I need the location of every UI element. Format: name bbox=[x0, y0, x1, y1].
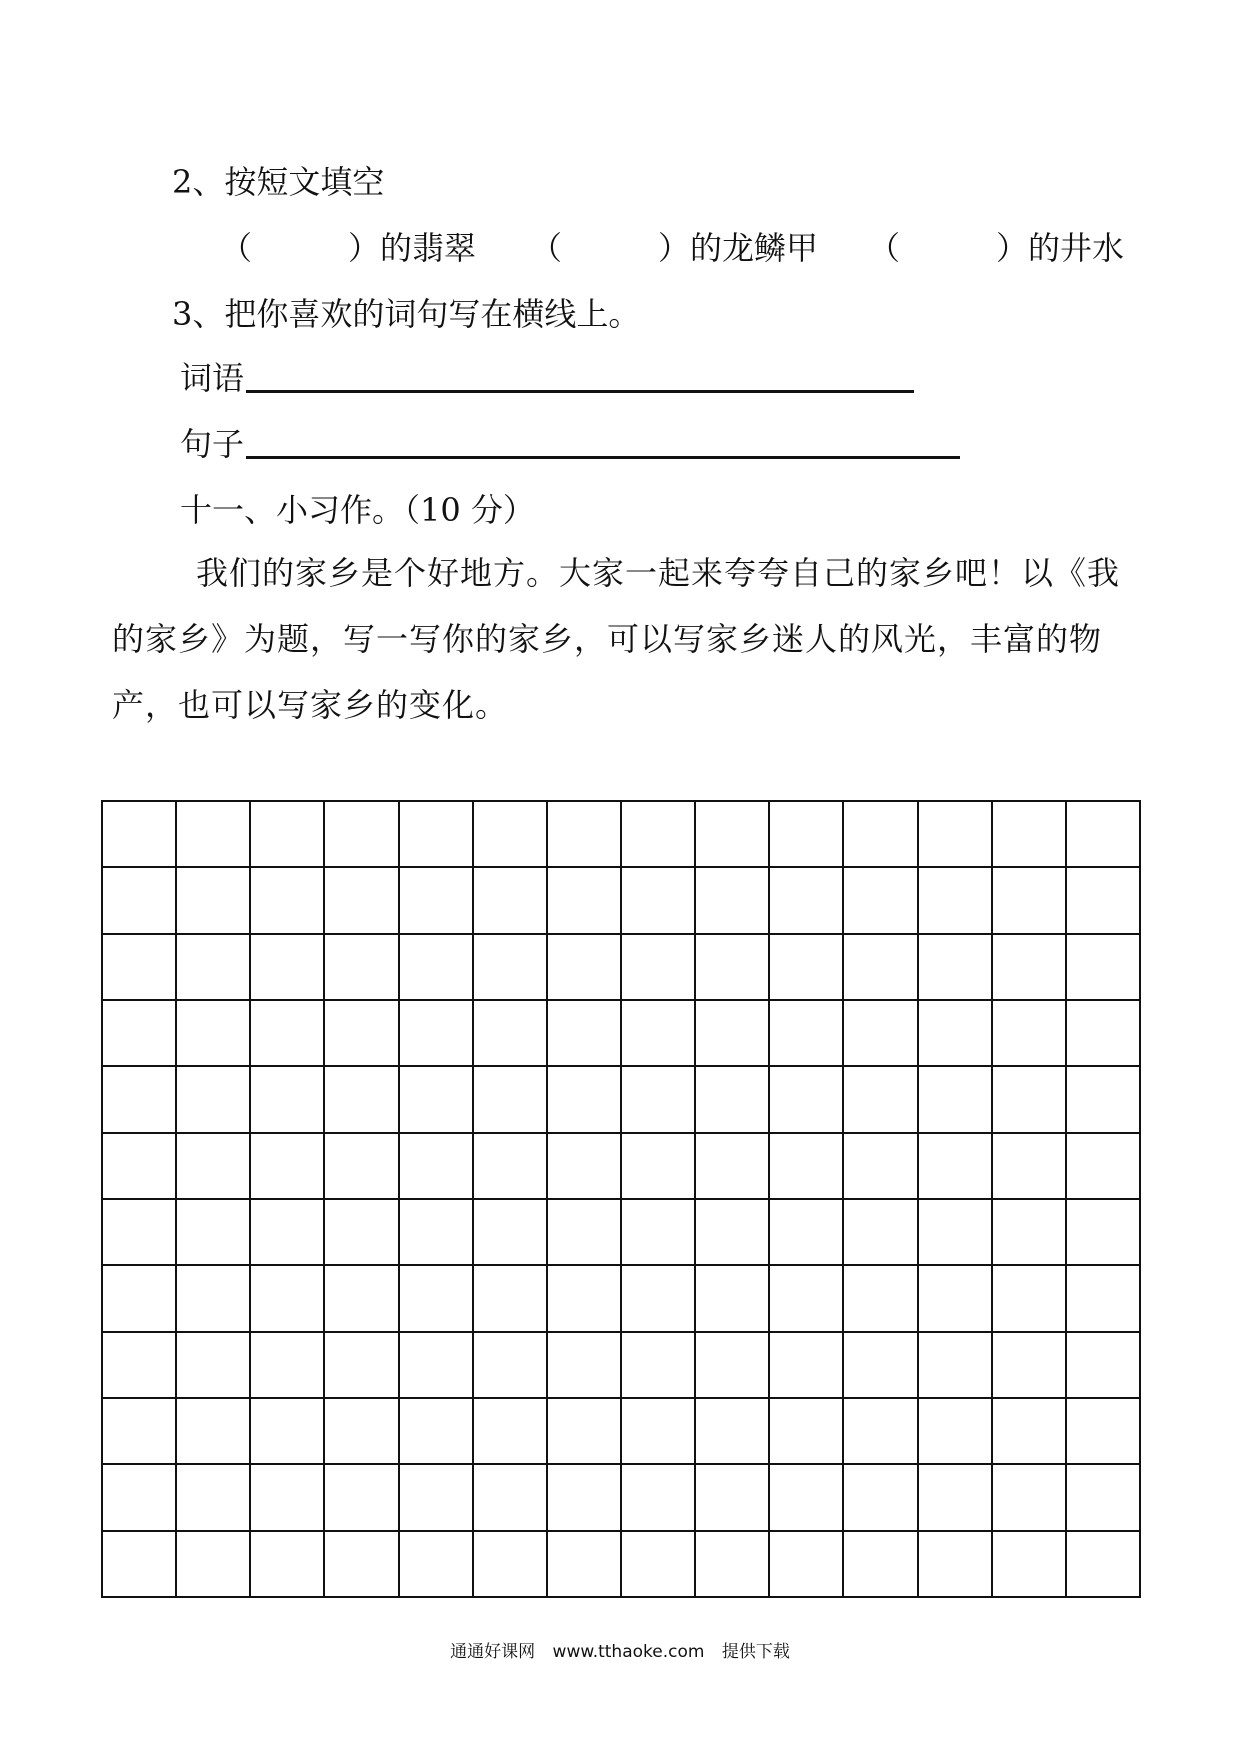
grid-cell[interactable] bbox=[399, 1265, 473, 1331]
grid-cell[interactable] bbox=[918, 867, 992, 933]
grid-cell[interactable] bbox=[102, 801, 176, 867]
grid-cell[interactable] bbox=[102, 1000, 176, 1066]
grid-cell[interactable] bbox=[547, 1464, 621, 1530]
footer-url[interactable]: www.tthaoke.com bbox=[552, 1642, 705, 1662]
grid-cell[interactable] bbox=[992, 934, 1066, 1000]
grid-cell[interactable] bbox=[324, 1531, 398, 1597]
grid-cell[interactable] bbox=[1066, 1332, 1140, 1398]
question-3-title: 3、把你喜欢的词句写在横线上。 bbox=[172, 295, 641, 333]
fill-blank-item-3 bbox=[868, 228, 1124, 268]
grid-cell[interactable] bbox=[102, 1199, 176, 1265]
grid-cell[interactable] bbox=[918, 1265, 992, 1331]
grid-cell[interactable] bbox=[176, 934, 250, 1000]
open-paren: （ bbox=[220, 229, 253, 267]
grid-cell[interactable] bbox=[176, 1464, 250, 1530]
grid-cell[interactable] bbox=[843, 867, 917, 933]
grid-cell[interactable] bbox=[918, 1000, 992, 1066]
grid-cell[interactable] bbox=[250, 867, 324, 933]
grid-cell[interactable] bbox=[843, 1265, 917, 1331]
grid-cell[interactable] bbox=[918, 1398, 992, 1464]
grid-row bbox=[102, 1332, 1140, 1398]
grid-cell[interactable] bbox=[176, 1531, 250, 1597]
grid-cell[interactable] bbox=[918, 1332, 992, 1398]
grid-cell[interactable] bbox=[176, 1000, 250, 1066]
grid-cell[interactable] bbox=[621, 1133, 695, 1199]
grid-cell[interactable] bbox=[769, 1332, 843, 1398]
blank-suffix: 的井水 bbox=[1028, 229, 1125, 267]
grid-cell[interactable] bbox=[918, 1531, 992, 1597]
grid-cell[interactable] bbox=[102, 1398, 176, 1464]
grid-cell[interactable] bbox=[621, 1000, 695, 1066]
grid-cell[interactable] bbox=[399, 1332, 473, 1398]
grid-cell[interactable] bbox=[399, 1199, 473, 1265]
grid-cell[interactable] bbox=[621, 801, 695, 867]
grid-cell[interactable] bbox=[769, 1066, 843, 1132]
grid-cell[interactable] bbox=[843, 1398, 917, 1464]
grid-cell[interactable] bbox=[176, 1265, 250, 1331]
grid-row bbox=[102, 1398, 1140, 1464]
grid-cell[interactable] bbox=[1066, 934, 1140, 1000]
grid-cell[interactable] bbox=[250, 1398, 324, 1464]
grid-cell[interactable] bbox=[621, 1398, 695, 1464]
grid-cell[interactable] bbox=[473, 1531, 547, 1597]
grid-cell[interactable] bbox=[250, 934, 324, 1000]
grid-cell[interactable] bbox=[918, 1133, 992, 1199]
grid-cell[interactable] bbox=[992, 1265, 1066, 1331]
grid-cell[interactable] bbox=[992, 1133, 1066, 1199]
grid-cell[interactable] bbox=[324, 1199, 398, 1265]
grid-cell[interactable] bbox=[547, 1398, 621, 1464]
grid-cell[interactable] bbox=[621, 934, 695, 1000]
word-label: 词语 bbox=[180, 359, 245, 397]
open-paren: （ bbox=[530, 229, 563, 267]
footer-site-name: 通通好课网 bbox=[450, 1642, 536, 1662]
grid-cell[interactable] bbox=[621, 1265, 695, 1331]
grid-cell[interactable] bbox=[992, 1531, 1066, 1597]
grid-row bbox=[102, 1464, 1140, 1530]
grid-cell[interactable] bbox=[547, 1531, 621, 1597]
grid-cell[interactable] bbox=[473, 934, 547, 1000]
grid-cell[interactable] bbox=[102, 1464, 176, 1530]
grid-cell[interactable] bbox=[1066, 1398, 1140, 1464]
grid-cell[interactable] bbox=[473, 1265, 547, 1331]
grid-cell[interactable] bbox=[547, 1000, 621, 1066]
grid-cell[interactable] bbox=[250, 1464, 324, 1530]
blank-suffix: 的翡翠 bbox=[380, 229, 477, 267]
grid-cell[interactable] bbox=[695, 1464, 769, 1530]
grid-cell[interactable] bbox=[843, 1133, 917, 1199]
grid-cell[interactable] bbox=[769, 1398, 843, 1464]
grid-cell[interactable] bbox=[918, 1066, 992, 1132]
grid-row bbox=[102, 1265, 1140, 1331]
grid-cell[interactable] bbox=[843, 1332, 917, 1398]
grid-cell[interactable] bbox=[843, 934, 917, 1000]
grid-row bbox=[102, 1066, 1140, 1132]
grid-cell[interactable] bbox=[621, 1199, 695, 1265]
grid-cell[interactable] bbox=[176, 801, 250, 867]
grid-cell[interactable] bbox=[695, 1265, 769, 1331]
grid-cell[interactable] bbox=[769, 1000, 843, 1066]
grid-cell[interactable] bbox=[324, 1133, 398, 1199]
grid-cell[interactable] bbox=[473, 1066, 547, 1132]
grid-cell[interactable] bbox=[695, 1531, 769, 1597]
grid-cell[interactable] bbox=[324, 1000, 398, 1066]
grid-cell[interactable] bbox=[473, 1398, 547, 1464]
grid-cell[interactable] bbox=[250, 1133, 324, 1199]
grid-cell[interactable] bbox=[695, 1199, 769, 1265]
prompt-line: 产，也可以写家乡的变化。 bbox=[112, 686, 509, 724]
grid-cell[interactable] bbox=[695, 1066, 769, 1132]
grid-cell[interactable] bbox=[769, 1265, 843, 1331]
grid-cell[interactable] bbox=[324, 934, 398, 1000]
grid-cell[interactable] bbox=[843, 1066, 917, 1132]
grid-cell[interactable] bbox=[843, 801, 917, 867]
grid-cell[interactable] bbox=[324, 1265, 398, 1331]
grid-cell[interactable] bbox=[547, 1066, 621, 1132]
grid-cell[interactable] bbox=[473, 1000, 547, 1066]
grid-cell[interactable] bbox=[324, 1398, 398, 1464]
close-paren: ） bbox=[658, 229, 691, 267]
grid-cell[interactable] bbox=[102, 1066, 176, 1132]
grid-cell[interactable] bbox=[992, 867, 1066, 933]
grid-row bbox=[102, 1531, 1140, 1597]
grid-cell[interactable] bbox=[102, 867, 176, 933]
grid-cell[interactable] bbox=[621, 1464, 695, 1530]
grid-cell[interactable] bbox=[399, 1133, 473, 1199]
grid-cell[interactable] bbox=[547, 801, 621, 867]
grid-cell[interactable] bbox=[399, 1398, 473, 1464]
question-2-title: 2、按短文填空 bbox=[172, 163, 385, 201]
grid-cell[interactable] bbox=[399, 934, 473, 1000]
grid-cell[interactable] bbox=[473, 801, 547, 867]
grid-cell[interactable] bbox=[1066, 1199, 1140, 1265]
grid-cell[interactable] bbox=[399, 1531, 473, 1597]
grid-cell[interactable] bbox=[250, 1265, 324, 1331]
grid-cell[interactable] bbox=[621, 1066, 695, 1132]
grid-cell[interactable] bbox=[992, 1000, 1066, 1066]
grid-cell[interactable] bbox=[918, 1199, 992, 1265]
grid-cell[interactable] bbox=[695, 934, 769, 1000]
grid-cell[interactable] bbox=[769, 1531, 843, 1597]
grid-cell[interactable] bbox=[324, 1332, 398, 1398]
grid-cell[interactable] bbox=[176, 1066, 250, 1132]
grid-cell[interactable] bbox=[918, 934, 992, 1000]
grid-row bbox=[102, 1133, 1140, 1199]
fill-blank-item-1 bbox=[220, 228, 476, 268]
grid-cell[interactable] bbox=[695, 867, 769, 933]
grid-cell[interactable] bbox=[992, 1199, 1066, 1265]
grid-cell[interactable] bbox=[621, 1531, 695, 1597]
grid-cell[interactable] bbox=[1066, 867, 1140, 933]
sentence-answer-line[interactable] bbox=[246, 456, 960, 459]
grid-cell[interactable] bbox=[621, 867, 695, 933]
footer bbox=[0, 1637, 1240, 1662]
composition-prompt bbox=[112, 540, 1132, 738]
grid-cell[interactable] bbox=[1066, 1133, 1140, 1199]
grid-cell[interactable] bbox=[473, 1133, 547, 1199]
grid-cell[interactable] bbox=[102, 1531, 176, 1597]
grid-cell[interactable] bbox=[1066, 1066, 1140, 1132]
grid-cell[interactable] bbox=[102, 1332, 176, 1398]
grid-cell[interactable] bbox=[324, 801, 398, 867]
grid-cell[interactable] bbox=[695, 1398, 769, 1464]
grid-cell[interactable] bbox=[473, 1199, 547, 1265]
grid-cell[interactable] bbox=[250, 1000, 324, 1066]
grid-cell[interactable] bbox=[769, 1199, 843, 1265]
grid-cell[interactable] bbox=[324, 1066, 398, 1132]
grid-cell[interactable] bbox=[176, 1199, 250, 1265]
grid-cell[interactable] bbox=[250, 1332, 324, 1398]
grid-cell[interactable] bbox=[547, 1265, 621, 1331]
grid-cell[interactable] bbox=[769, 867, 843, 933]
grid-row bbox=[102, 1000, 1140, 1066]
grid-cell[interactable] bbox=[992, 1464, 1066, 1530]
grid-cell[interactable] bbox=[473, 867, 547, 933]
grid-cell[interactable] bbox=[399, 1000, 473, 1066]
open-paren: （ bbox=[868, 229, 901, 267]
grid-cell[interactable] bbox=[1066, 1464, 1140, 1530]
grid-row bbox=[102, 801, 1140, 867]
grid-cell[interactable] bbox=[176, 867, 250, 933]
blank-suffix: 的龙鳞甲 bbox=[690, 229, 819, 267]
grid-cell[interactable] bbox=[918, 801, 992, 867]
grid-cell[interactable] bbox=[992, 801, 1066, 867]
fill-blank-item-2 bbox=[530, 228, 818, 268]
grid-cell[interactable] bbox=[324, 867, 398, 933]
grid-cell[interactable] bbox=[1066, 1265, 1140, 1331]
footer-download-text: 提供下载 bbox=[721, 1642, 790, 1662]
grid-cell[interactable] bbox=[918, 1464, 992, 1530]
grid-cell[interactable] bbox=[102, 934, 176, 1000]
grid-row bbox=[102, 1199, 1140, 1265]
grid-cell[interactable] bbox=[843, 1000, 917, 1066]
grid-cell[interactable] bbox=[843, 1531, 917, 1597]
grid-cell[interactable] bbox=[176, 1332, 250, 1398]
grid-cell[interactable] bbox=[1066, 1531, 1140, 1597]
grid-cell[interactable] bbox=[992, 1398, 1066, 1464]
grid-cell[interactable] bbox=[769, 1133, 843, 1199]
grid-cell[interactable] bbox=[399, 867, 473, 933]
grid-cell[interactable] bbox=[843, 1464, 917, 1530]
grid-cell[interactable] bbox=[695, 1332, 769, 1398]
grid-cell[interactable] bbox=[992, 1332, 1066, 1398]
grid-cell[interactable] bbox=[250, 1066, 324, 1132]
grid-cell[interactable] bbox=[695, 801, 769, 867]
composition-grid bbox=[101, 800, 1141, 1598]
grid-cell[interactable] bbox=[769, 934, 843, 1000]
grid-cell[interactable] bbox=[769, 801, 843, 867]
grid-cell[interactable] bbox=[473, 1464, 547, 1530]
grid-cell[interactable] bbox=[769, 1464, 843, 1530]
prompt-line: 的家乡》为题，写一写你的家乡，可以写家乡迷人的风光，丰富的物 bbox=[112, 620, 1103, 658]
grid-cell[interactable] bbox=[547, 867, 621, 933]
grid-row bbox=[102, 867, 1140, 933]
grid-cell[interactable] bbox=[695, 1000, 769, 1066]
grid-cell[interactable] bbox=[399, 1464, 473, 1530]
grid-cell[interactable] bbox=[399, 1066, 473, 1132]
grid-cell[interactable] bbox=[992, 1066, 1066, 1132]
grid-cell[interactable] bbox=[547, 1332, 621, 1398]
grid-cell[interactable] bbox=[843, 1199, 917, 1265]
grid-row bbox=[102, 934, 1140, 1000]
section-11-title: 十一、小习作。（10 分） bbox=[180, 491, 535, 529]
grid-cell[interactable] bbox=[399, 801, 473, 867]
grid-cell[interactable] bbox=[176, 1398, 250, 1464]
grid-cell[interactable] bbox=[250, 801, 324, 867]
grid-cell[interactable] bbox=[250, 1531, 324, 1597]
grid-cell[interactable] bbox=[473, 1332, 547, 1398]
grid-cell[interactable] bbox=[547, 934, 621, 1000]
sentence-label: 句子 bbox=[180, 425, 245, 463]
word-answer-line[interactable] bbox=[246, 390, 914, 393]
prompt-line: 我们的家乡是个好地方。大家一起来夸夸自己的家乡吧！以《我 bbox=[196, 554, 1121, 592]
grid-cell[interactable] bbox=[695, 1133, 769, 1199]
close-paren: ） bbox=[996, 229, 1029, 267]
grid-cell[interactable] bbox=[1066, 1000, 1140, 1066]
grid-cell[interactable] bbox=[621, 1332, 695, 1398]
grid-cell[interactable] bbox=[102, 1133, 176, 1199]
grid-cell[interactable] bbox=[324, 1464, 398, 1530]
grid-cell[interactable] bbox=[547, 1133, 621, 1199]
grid-cell[interactable] bbox=[250, 1199, 324, 1265]
grid-cell[interactable] bbox=[547, 1199, 621, 1265]
close-paren: ） bbox=[348, 229, 381, 267]
grid-cell[interactable] bbox=[1066, 801, 1140, 867]
grid-cell[interactable] bbox=[176, 1133, 250, 1199]
grid-cell[interactable] bbox=[102, 1265, 176, 1331]
